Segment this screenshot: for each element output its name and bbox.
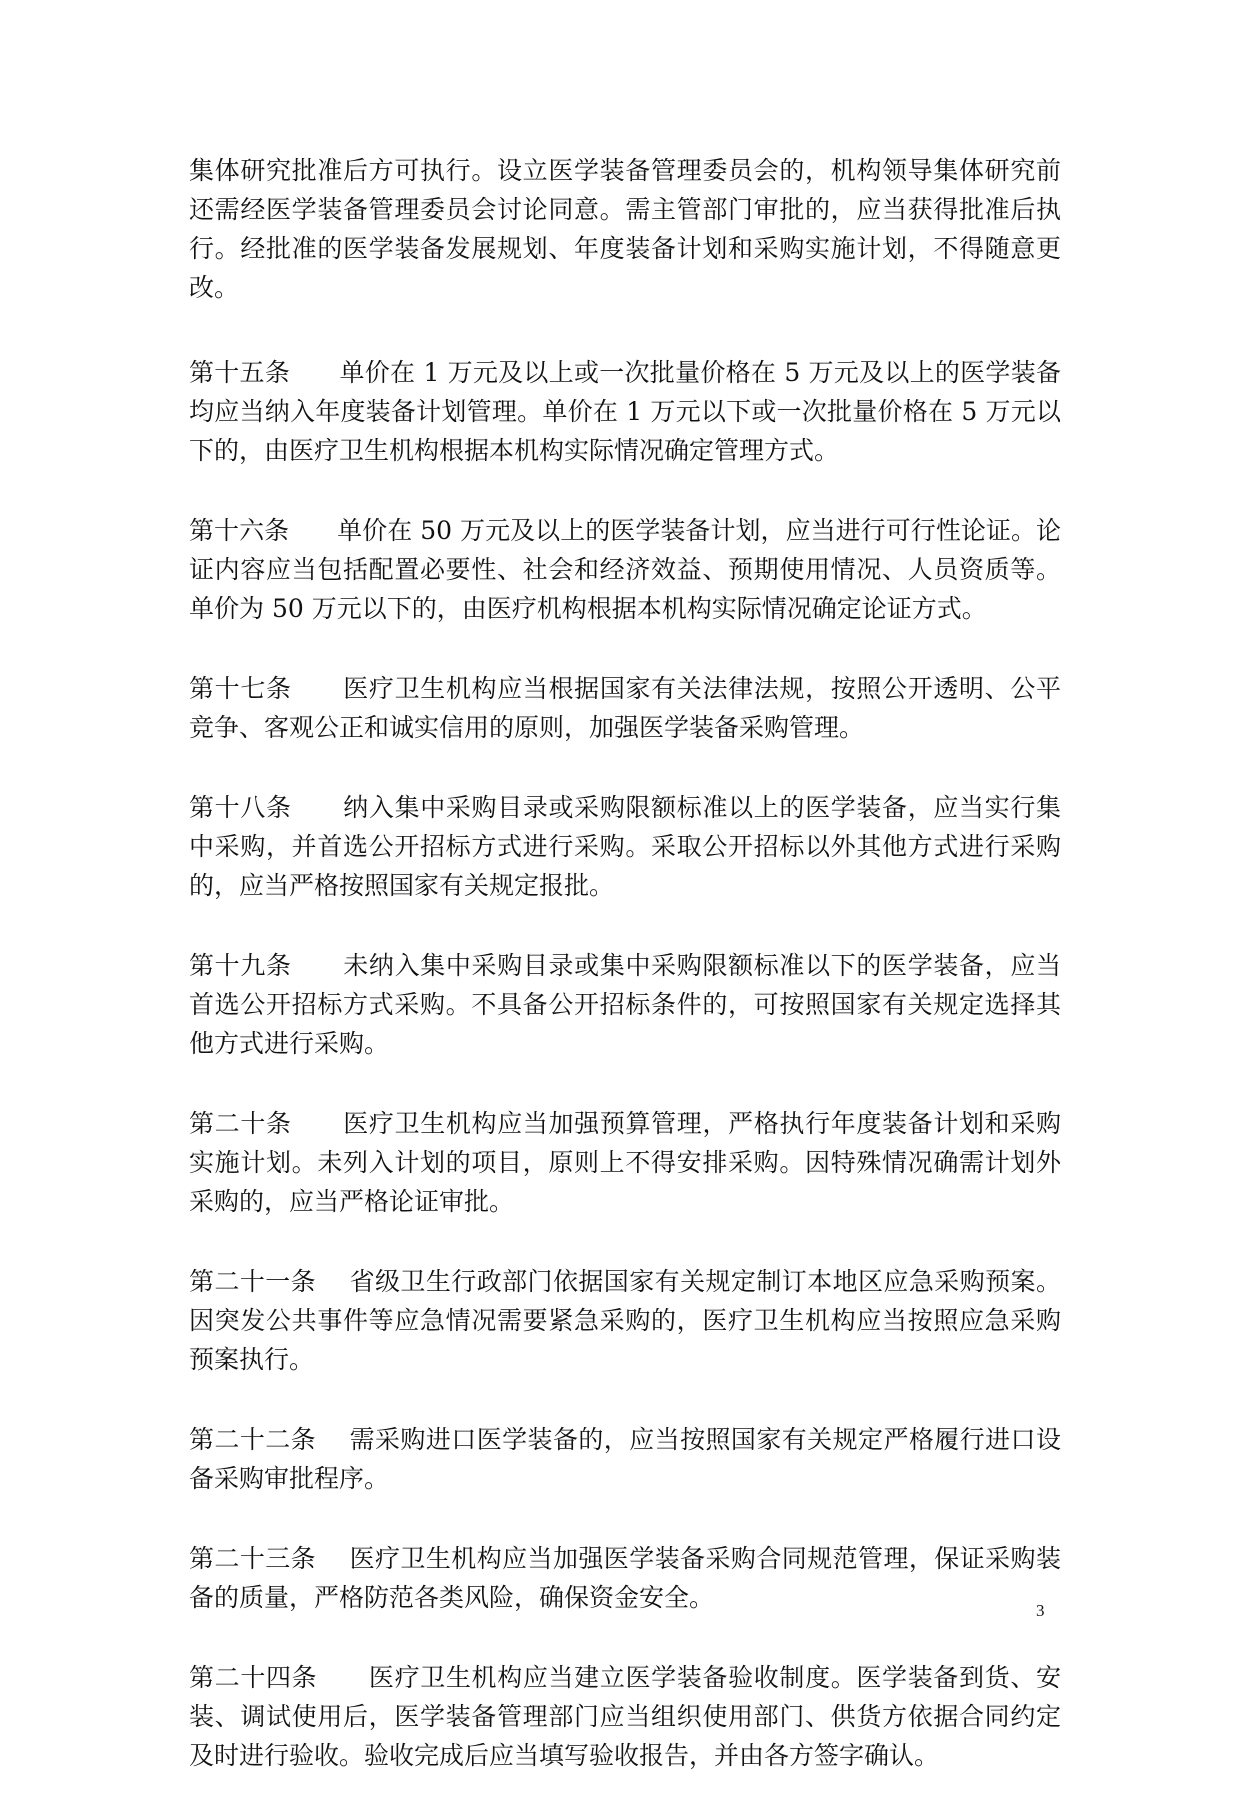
article-text: 医疗卫生机构应当加强医学装备采购合同规范管理，保证采购装备的质量，严格防范各类风险，确保资金安全。 (189, 1544, 1061, 1612)
article-24 (189, 1658, 1061, 1775)
article-15 (189, 353, 1061, 470)
article-number: 第十五条 (189, 358, 291, 387)
article-text: 医疗卫生机构应当加强预算管理，严格执行年度装备计划和采购实施计划。未列入计划的项目，原则上不得安排采购。因特殊情况确需计划外采购的，应当严格论证审批。 (189, 1109, 1061, 1216)
article-text: 医疗卫生机构应当根据国家有关法律法规，按照公开透明、公平竞争、客观公正和诚实信用的原则，加强医学装备采购管理。 (189, 674, 1061, 742)
continuation-paragraph (189, 151, 1061, 307)
article-number: 第十九条 (189, 951, 292, 980)
article-text: 需采购进口医学装备的，应当按照国家有关规定严格履行进口设备采购审批程序。 (189, 1425, 1061, 1493)
document-body (189, 151, 1061, 1816)
article-text: 医疗卫生机构应当建立医学装备验收制度。医学装备到货、安装、调试使用后，医学装备管理部门应当组织使用部门、供货方依据合同约定及时进行验收。验收完成后应当填写验收报告，并由各方签字确认。 (189, 1663, 1061, 1770)
article-text: 未纳入集中采购目录或集中采购限额标准以下的医学装备，应当首选公开招标方式采购。不具备公开招标条件的，可按照国家有关规定选择其他方式进行采购。 (189, 951, 1061, 1058)
article-number: 第十六条 (189, 516, 290, 545)
article-20 (189, 1104, 1061, 1221)
article-23 (189, 1539, 1061, 1617)
article-22 (189, 1420, 1061, 1498)
article-17 (189, 669, 1061, 747)
article-18 (189, 788, 1061, 905)
page-number: 3 (1036, 1601, 1045, 1620)
article-text: 纳入集中采购目录或采购限额标准以上的医学装备，应当实行集中采购，并首选公开招标方式进行采购。采取公开招标以外其他方式进行采购的，应当严格按照国家有关规定报批。 (189, 793, 1061, 900)
article-text: 单价在 50 万元及以上的医学装备计划，应当进行可行性论证。论证内容应当包括配置必要性、社会和经济效益、预期使用情况、人员资质等。单价为 50 万元以下的，由医疗机构根据本机构实际情况确定论证方式。 (189, 516, 1061, 623)
article-number: 第二十四条 (189, 1663, 318, 1692)
article-21 (189, 1262, 1061, 1379)
article-number: 第二十一条 (189, 1267, 317, 1296)
paragraph-text: 集体研究批准后方可执行。设立医学装备管理委员会的，机构领导集体研究前还需经医学装备管理委员会讨论同意。需主管部门审批的，应当获得批准后执行。经批准的医学装备发展规划、年度装备计划和采购实施计划，不得随意更改。 (189, 156, 1061, 302)
article-number: 第二十三条 (189, 1544, 317, 1573)
article-number: 第十七条 (189, 674, 292, 703)
article-16 (189, 511, 1061, 628)
article-text: 单价在 1 万元及以上或一次批量价格在 5 万元及以上的医学装备均应当纳入年度装备计划管理。单价在 1 万元以下或一次批量价格在 5 万元以下的，由医疗卫生机构根据本机构实际情况确定管理方式。 (189, 358, 1061, 465)
article-number: 第二十二条 (189, 1425, 317, 1454)
article-text: 省级卫生行政部门依据国家有关规定制订本地区应急采购预案。因突发公共事件等应急情况需要紧急采购的，医疗卫生机构应当按照应急采购预案执行。 (189, 1267, 1061, 1374)
article-number: 第十八条 (189, 793, 292, 822)
article-19 (189, 946, 1061, 1063)
article-number: 第二十条 (189, 1109, 292, 1138)
